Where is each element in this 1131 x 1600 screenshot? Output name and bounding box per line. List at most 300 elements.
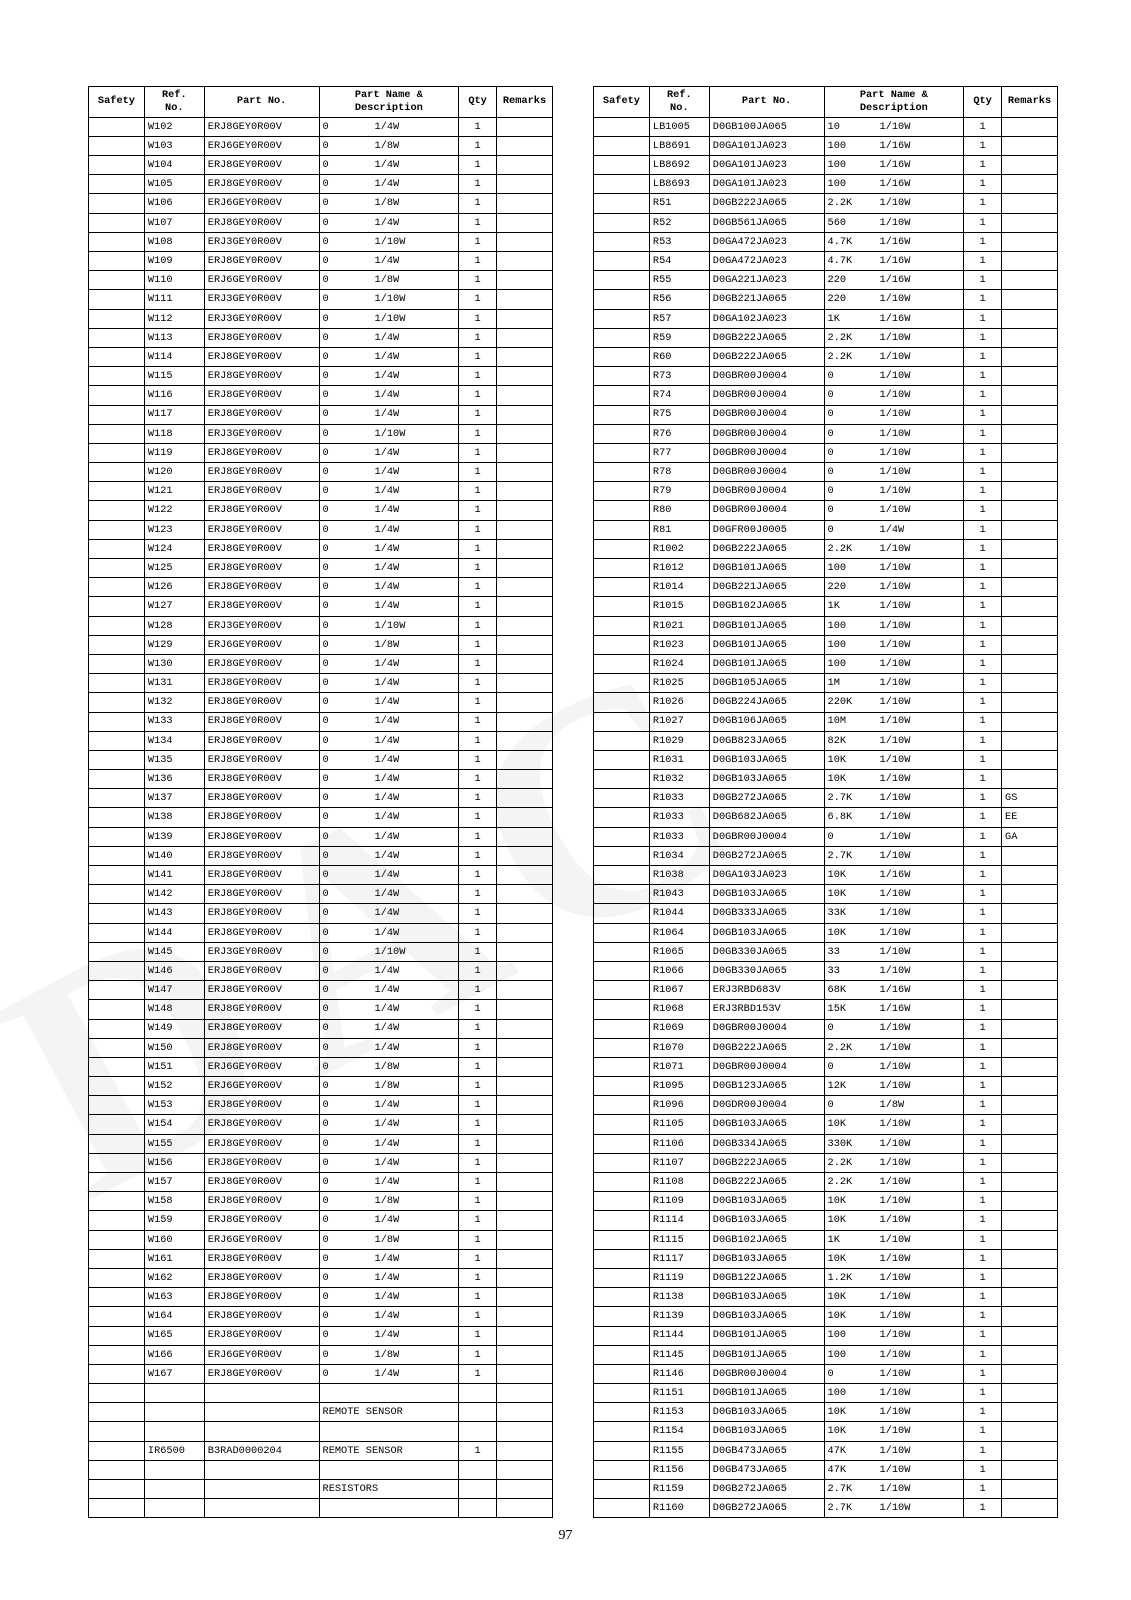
- cell-qty: 1: [964, 1268, 1002, 1287]
- cell-remarks: [1002, 1230, 1058, 1249]
- cell-safety: [594, 1460, 650, 1479]
- cell-ref-no: W106: [144, 194, 204, 213]
- cell-safety: [89, 693, 145, 712]
- cell-description: [319, 942, 459, 961]
- cell-qty: 1: [964, 386, 1002, 405]
- cell-remarks: [497, 290, 553, 309]
- cell-qty: 1: [964, 309, 1002, 328]
- table-row: [89, 1211, 553, 1230]
- cell-safety: [594, 386, 650, 405]
- table-row: [594, 1384, 1058, 1403]
- cell-part-no: D0GB103JA065: [709, 923, 824, 942]
- cell-ref-no: R1114: [649, 1211, 709, 1230]
- cell-qty: 1: [459, 846, 497, 865]
- col-header-description: [824, 87, 964, 118]
- table-row: [89, 904, 553, 923]
- cell-safety: [594, 1096, 650, 1115]
- table-row: [594, 597, 1058, 616]
- description-wattage: 1/10W: [374, 945, 406, 958]
- description-wattage: 1/4W: [374, 1291, 400, 1304]
- description-wattage: 1/4W: [374, 1329, 400, 1342]
- cell-ref-no: W160: [144, 1230, 204, 1249]
- cell-qty: 1: [964, 1115, 1002, 1134]
- cell-ref-no: W115: [144, 367, 204, 386]
- cell-qty: 1: [459, 347, 497, 366]
- cell-safety: [89, 1038, 145, 1057]
- cell-part-no: D0GB102JA065: [709, 597, 824, 616]
- description-value: 0: [322, 830, 329, 843]
- description-value: 0: [322, 1291, 329, 1304]
- cell-remarks: [497, 1153, 553, 1172]
- description-value: 0: [322, 888, 329, 901]
- cell-remarks: [497, 866, 553, 885]
- cell-description: [319, 1211, 459, 1230]
- cell-ref-no: R1033: [649, 789, 709, 808]
- cell-remarks: [1002, 194, 1058, 213]
- cell-safety: [594, 367, 650, 386]
- description-value: 0: [827, 830, 834, 843]
- description-wattage: 1/10W: [879, 1022, 911, 1035]
- cell-part-no: ERJ8GEY0R00V: [204, 156, 319, 175]
- cell-remarks: [1002, 1441, 1058, 1460]
- table-row: [594, 1038, 1058, 1057]
- cell-description: [319, 1364, 459, 1383]
- table-row: [89, 616, 553, 635]
- table-row: [594, 904, 1058, 923]
- table-row: [89, 117, 553, 136]
- description-wattage: 1/10W: [879, 561, 911, 574]
- cell-qty: 1: [459, 1364, 497, 1383]
- cell-qty: 1: [964, 635, 1002, 654]
- description-value: 1M: [827, 677, 840, 690]
- description-wattage: 1/4W: [374, 1003, 400, 1016]
- description-wattage: 1/16W: [879, 139, 911, 152]
- cell-qty: 1: [459, 770, 497, 789]
- cell-safety: [594, 463, 650, 482]
- description-value: 100: [827, 619, 847, 632]
- description-wattage: 1/4W: [374, 561, 400, 574]
- cell-remarks: [1002, 1499, 1058, 1518]
- table-row: [89, 846, 553, 865]
- description-value: 0: [322, 1348, 329, 1361]
- parts-table-left: [88, 86, 553, 1518]
- cell-description: [824, 866, 964, 885]
- cell-safety: [594, 654, 650, 673]
- cell-description: [319, 1268, 459, 1287]
- cell-description: [319, 1173, 459, 1192]
- description-value: 2.7K: [827, 792, 853, 805]
- description-wattage: 1/10W: [879, 638, 911, 651]
- table-row: [89, 290, 553, 309]
- table-row: [89, 712, 553, 731]
- cell-qty: 1: [964, 1192, 1002, 1211]
- cell-qty: 1: [964, 1038, 1002, 1057]
- description-wattage: 1/10W: [879, 677, 911, 690]
- table-row: [89, 347, 553, 366]
- cell-description: [319, 424, 459, 443]
- cell-ref-no: R1031: [649, 750, 709, 769]
- cell-qty: [459, 1460, 497, 1479]
- cell-qty: 1: [459, 712, 497, 731]
- cell-remarks: [1002, 1422, 1058, 1441]
- cell-part-no: D0GB101JA065: [709, 654, 824, 673]
- table-row: [89, 271, 553, 290]
- description-value: 0: [322, 1195, 329, 1208]
- cell-safety: [89, 808, 145, 827]
- cell-ref-no: W111: [144, 290, 204, 309]
- cell-description: [824, 559, 964, 578]
- cell-part-no: ERJ8GEY0R00V: [204, 1115, 319, 1134]
- description-value: 220: [827, 293, 847, 306]
- description-value: 0: [322, 984, 329, 997]
- cell-description: [319, 1460, 459, 1479]
- cell-safety: [89, 1153, 145, 1172]
- description-wattage: 1/10W: [879, 197, 911, 210]
- cell-qty: 1: [964, 866, 1002, 885]
- cell-part-no: ERJ8GEY0R00V: [204, 731, 319, 750]
- cell-description: [824, 443, 964, 462]
- cell-remarks: [497, 693, 553, 712]
- cell-safety: [594, 923, 650, 942]
- cell-qty: 1: [964, 942, 1002, 961]
- cell-safety: [89, 271, 145, 290]
- table-row: [594, 347, 1058, 366]
- description-wattage: 1/10W: [879, 350, 911, 363]
- cell-safety: [89, 674, 145, 693]
- cell-ref-no: R1029: [649, 731, 709, 750]
- table-row: [594, 539, 1058, 558]
- cell-qty: 1: [459, 290, 497, 309]
- cell-description: [319, 750, 459, 769]
- table-row: [89, 1307, 553, 1326]
- cell-part-no: ERJ8GEY0R00V: [204, 1211, 319, 1230]
- description-value: 0: [322, 1099, 329, 1112]
- table-row: [594, 1364, 1058, 1383]
- cell-ref-no: R76: [649, 424, 709, 443]
- cell-qty: 1: [459, 578, 497, 597]
- cell-description: [824, 1499, 964, 1518]
- description-value: 2.2K: [827, 350, 853, 363]
- cell-ref-no: W136: [144, 770, 204, 789]
- cell-remarks: [497, 1249, 553, 1268]
- cell-ref-no: R57: [649, 309, 709, 328]
- table-row: [594, 1230, 1058, 1249]
- description-value: 1.2K: [827, 1271, 853, 1284]
- description-wattage: 1/10W: [879, 792, 911, 805]
- cell-remarks: [497, 597, 553, 616]
- description-wattage: 1/10W: [374, 235, 406, 248]
- cell-ref-no: W120: [144, 463, 204, 482]
- cell-ref-no: R1023: [649, 635, 709, 654]
- cell-qty: 1: [964, 770, 1002, 789]
- cell-part-no: D0GBR00J0004: [709, 501, 824, 520]
- cell-qty: 1: [459, 1057, 497, 1076]
- table-row: [89, 693, 553, 712]
- description-wattage: 1/10W: [879, 1291, 911, 1304]
- description-value: 12K: [827, 1080, 847, 1093]
- cell-part-no: ERJ8GEY0R00V: [204, 501, 319, 520]
- cell-remarks: [1002, 923, 1058, 942]
- cell-qty: 1: [459, 501, 497, 520]
- cell-ref-no: W158: [144, 1192, 204, 1211]
- table-row: [594, 750, 1058, 769]
- cell-ref-no: W131: [144, 674, 204, 693]
- cell-remarks: [1002, 1268, 1058, 1287]
- cell-safety: [594, 904, 650, 923]
- cell-safety: [89, 770, 145, 789]
- cell-description: [824, 1249, 964, 1268]
- cell-remarks: [1002, 347, 1058, 366]
- description-wattage: 1/10W: [879, 542, 911, 555]
- cell-ref-no: W159: [144, 1211, 204, 1230]
- description-value: 0: [322, 427, 329, 440]
- description-wattage: 1/10W: [879, 619, 911, 632]
- cell-remarks: [497, 635, 553, 654]
- cell-part-no: D0GB103JA065: [709, 1288, 824, 1307]
- cell-safety: [89, 731, 145, 750]
- cell-ref-no: R1026: [649, 693, 709, 712]
- cell-remarks: [497, 1096, 553, 1115]
- col-header-desc-line2: Description: [354, 101, 423, 114]
- cell-safety: [89, 1057, 145, 1076]
- cell-qty: 1: [964, 1403, 1002, 1422]
- cell-part-no: ERJ6GEY0R00V: [204, 194, 319, 213]
- cell-description: [319, 156, 459, 175]
- cell-qty: 1: [964, 1345, 1002, 1364]
- cell-ref-no: W118: [144, 424, 204, 443]
- table-row: [594, 942, 1058, 961]
- table-row: [89, 309, 553, 328]
- cell-remarks: [1002, 770, 1058, 789]
- table-row: [89, 1077, 553, 1096]
- cell-description: [824, 367, 964, 386]
- cell-part-no: D0GA472JA023: [709, 232, 824, 251]
- description-wattage: 1/10W: [879, 926, 911, 939]
- description-wattage: 1/8W: [374, 638, 400, 651]
- cell-part-no: D0GA101JA023: [709, 175, 824, 194]
- description-value: 0: [322, 811, 329, 824]
- cell-description: [319, 347, 459, 366]
- cell-ref-no: R1032: [649, 770, 709, 789]
- description-wattage: 1/10W: [879, 1252, 911, 1265]
- cell-safety: [594, 347, 650, 366]
- description-wattage: 1/4W: [374, 1099, 400, 1112]
- cell-remarks: [1002, 309, 1058, 328]
- cell-remarks: [1002, 213, 1058, 232]
- description-wattage: 1/10W: [374, 293, 406, 306]
- cell-remarks: [1002, 961, 1058, 980]
- table-row: [594, 808, 1058, 827]
- cell-remarks: [1002, 1000, 1058, 1019]
- cell-description: [319, 731, 459, 750]
- cell-part-no: [204, 1403, 319, 1422]
- description-value: 0: [322, 619, 329, 632]
- table-row: [594, 1096, 1058, 1115]
- description-value: 0: [827, 1060, 834, 1073]
- cell-qty: 1: [964, 405, 1002, 424]
- cell-description: [824, 1173, 964, 1192]
- cell-part-no: D0GA103JA023: [709, 866, 824, 885]
- cell-safety: [89, 117, 145, 136]
- cell-qty: 1: [964, 1441, 1002, 1460]
- cell-ref-no: W166: [144, 1345, 204, 1364]
- cell-remarks: [497, 1173, 553, 1192]
- cell-qty: 1: [964, 347, 1002, 366]
- cell-qty: 1: [964, 654, 1002, 673]
- cell-part-no: D0GB473JA065: [709, 1441, 824, 1460]
- description-value: 0: [322, 638, 329, 651]
- cell-part-no: ERJ8GEY0R00V: [204, 885, 319, 904]
- cell-part-no: ERJ8GEY0R00V: [204, 712, 319, 731]
- table-row: [89, 482, 553, 501]
- cell-remarks: [1002, 463, 1058, 482]
- cell-part-no: ERJ3GEY0R00V: [204, 424, 319, 443]
- cell-part-no: D0GB682JA065: [709, 808, 824, 827]
- cell-part-no: ERJ8GEY0R00V: [204, 1153, 319, 1172]
- cell-description: [824, 136, 964, 155]
- table-row: [89, 252, 553, 271]
- col-header-ref-line1: Ref.: [161, 89, 187, 101]
- cell-part-no: D0GB222JA065: [709, 328, 824, 347]
- cell-remarks: [497, 808, 553, 827]
- description-wattage: 1/10W: [879, 504, 911, 517]
- cell-description: [824, 194, 964, 213]
- cell-description: [319, 1192, 459, 1211]
- description-wattage: 1/4W: [374, 849, 400, 862]
- cell-safety: [89, 1096, 145, 1115]
- cell-description: [319, 1115, 459, 1134]
- cell-safety: [89, 347, 145, 366]
- table-row: [594, 328, 1058, 347]
- description-value: 0: [322, 1329, 329, 1342]
- cell-safety: [594, 846, 650, 865]
- description-value: 0: [322, 734, 329, 747]
- cell-safety: [594, 1499, 650, 1518]
- table-row: [594, 1115, 1058, 1134]
- cell-remarks: [1002, 1038, 1058, 1057]
- cell-description: [319, 674, 459, 693]
- parts-table-right-body: [594, 117, 1058, 1518]
- cell-qty: 1: [459, 1096, 497, 1115]
- table-row: [89, 1038, 553, 1057]
- cell-ref-no: W108: [144, 232, 204, 251]
- cell-remarks: [1002, 424, 1058, 443]
- cell-description: [824, 1307, 964, 1326]
- cell-qty: 1: [459, 827, 497, 846]
- description-wattage: 1/4W: [374, 657, 400, 670]
- cell-safety: [89, 424, 145, 443]
- col-header-remarks: Remarks: [497, 87, 553, 118]
- cell-ref-no: R1068: [649, 1000, 709, 1019]
- cell-qty: 1: [459, 559, 497, 578]
- cell-part-no: D0GB103JA065: [709, 1307, 824, 1326]
- cell-remarks: [497, 674, 553, 693]
- cell-description: [319, 1230, 459, 1249]
- cell-part-no: ERJ8GEY0R00V: [204, 367, 319, 386]
- description-value: 0: [322, 331, 329, 344]
- cell-remarks: [497, 194, 553, 213]
- description-wattage: 1/4W: [374, 1175, 400, 1188]
- cell-safety: [594, 117, 650, 136]
- description-value: 0: [322, 312, 329, 325]
- description-value: 10M: [827, 715, 847, 728]
- cell-ref-no: W113: [144, 328, 204, 347]
- description-wattage: 1/10W: [374, 427, 406, 440]
- cell-description: [824, 252, 964, 271]
- cell-part-no: D0GB123JA065: [709, 1077, 824, 1096]
- table-row: [594, 1480, 1058, 1499]
- cell-qty: 1: [459, 635, 497, 654]
- table-row: [594, 1422, 1058, 1441]
- cell-ref-no: [144, 1499, 204, 1518]
- cell-ref-no: W149: [144, 1019, 204, 1038]
- description-value: 0: [322, 504, 329, 517]
- cell-qty: 1: [459, 1441, 497, 1460]
- description-wattage: 1/10W: [879, 715, 911, 728]
- table-row: [89, 731, 553, 750]
- cell-qty: [459, 1480, 497, 1499]
- cell-safety: [594, 674, 650, 693]
- description-value: 2.2K: [827, 1041, 853, 1054]
- cell-qty: 1: [459, 405, 497, 424]
- cell-safety: [89, 367, 145, 386]
- description-value: 47K: [827, 1444, 847, 1457]
- cell-remarks: [497, 1230, 553, 1249]
- cell-ref-no: W157: [144, 1173, 204, 1192]
- description-wattage: 1/10W: [879, 734, 911, 747]
- cell-description: [824, 1211, 964, 1230]
- description-value: 0: [827, 1099, 834, 1112]
- cell-remarks: [1002, 597, 1058, 616]
- cell-part-no: D0GB103JA065: [709, 885, 824, 904]
- description-value: 330K: [827, 1137, 853, 1150]
- description-value: 0: [322, 389, 329, 402]
- cell-description: [319, 1153, 459, 1172]
- cell-remarks: [497, 789, 553, 808]
- cell-ref-no: W137: [144, 789, 204, 808]
- cell-remarks: [497, 1499, 553, 1518]
- cell-part-no: ERJ8GEY0R00V: [204, 175, 319, 194]
- cell-description: [319, 1134, 459, 1153]
- description-value: 0: [322, 523, 329, 536]
- cell-remarks: [1002, 674, 1058, 693]
- description-value: 10K: [827, 1118, 847, 1131]
- table-row: [89, 827, 553, 846]
- cell-description: [319, 232, 459, 251]
- cell-qty: 1: [459, 808, 497, 827]
- cell-qty: 1: [459, 1307, 497, 1326]
- cell-qty: 1: [459, 1288, 497, 1307]
- description-value: 10K: [827, 1214, 847, 1227]
- cell-ref-no: [144, 1480, 204, 1499]
- cell-ref-no: R1070: [649, 1038, 709, 1057]
- cell-description: [824, 1403, 964, 1422]
- cell-safety: [89, 501, 145, 520]
- cell-qty: 1: [459, 750, 497, 769]
- cell-qty: 1: [964, 290, 1002, 309]
- cell-part-no: D0GFR00J0005: [709, 520, 824, 539]
- cell-qty: 1: [964, 731, 1002, 750]
- table-row: [89, 1326, 553, 1345]
- cell-ref-no: R1095: [649, 1077, 709, 1096]
- col-header-desc-line2: Description: [859, 101, 928, 114]
- cell-ref-no: R75: [649, 405, 709, 424]
- table-row: [594, 482, 1058, 501]
- cell-safety: [89, 1230, 145, 1249]
- description-value: 100: [827, 1329, 847, 1342]
- cell-ref-no: R1105: [649, 1115, 709, 1134]
- cell-remarks: [497, 309, 553, 328]
